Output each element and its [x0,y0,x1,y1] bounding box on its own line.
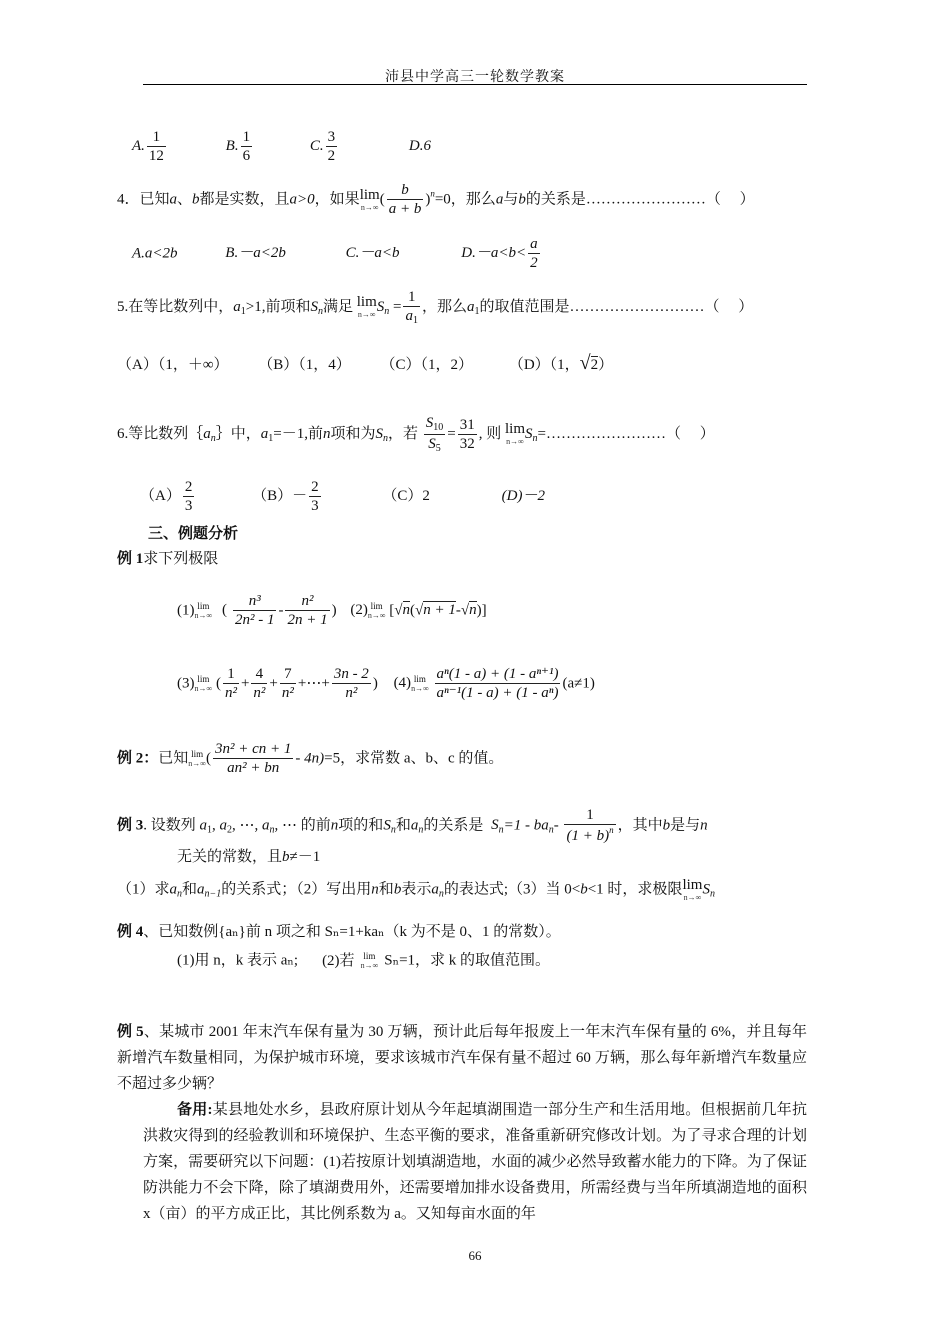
q3-option-a: A. $\frac{1}{12}$ [132,129,164,164]
example-1-part-3-4: (3) lim n→∞ ( $\frac{1}{\text{n²}}$ + $\frac{4}{\text{n²}}$ + $\frac{7}{\text{n²}}$ +⋯+ $\frac{3n - 2}{\text{n²}}$ ) (4) lim n→∞ $\frac{\text{aⁿ(1 - a) + (1 - aⁿ⁺¹)}}{\text{aⁿ⁻¹(1 - a) + (1 - aⁿ)}}$ (a≠1) [177,666,595,701]
backup-problem: 备用:某县地处水乡，县政府原计划从今年起填湖围造一部分生产和生活用地。但根据前几年抗洪救灾得到的经验教训和环境保护、生态平衡的要求，准备重新研究修改计划。为了寻求合理的计划方案，需要研究以下问题：(1)若按原计划填湖造地，水面的减少必然导致蓄水能力的下降。为了保证防洪能力不会下降，除了填湖费用外，还需要增加排水设备费用，所需经费与当年所填湖造地的面积 x（亩）的平方成正比，其比例系数为 a。又知每亩水面的年 [143,1102,807,1222]
q6-option-c: （C）2 [382,488,430,505]
limit-operator: lim n→∞ [505,421,526,447]
q5-stem: 5.在等比数列中，$a_1>1$,前项和$S_n$满足 lim n→∞ $S_n$ = $\frac{1}{a_1}$ ，那么$a_1$的取值范围是………………………（ ） [117,289,754,326]
example-3-line-2: 无关的常数，且b≠－1 [177,849,321,865]
page-header: 沛县中学高三一轮数学教案 [385,70,565,85]
example-3-questions: （1）求$a_n$和$a_{n-1}$的关系式；（2）写出用n和b表示$a_n$的表达式;（3）当 0<b<1 时，求极限 lim n→∞ $S_n$ [117,877,715,902]
q3-option-d: D.6 [408,138,431,155]
example-2: 例 2：已知 lim n→∞ ( $\frac{\text{3n² + cn + 1}}{\text{an² + bn}}$ - 4n)=5，求常数 a、b、c 的值。 [117,741,504,776]
q5-option-a: （A）（1，＋∞） [117,357,229,373]
q6-option-a: （A） $\frac{2}{3}$ [140,479,193,514]
q4-stem: 4．已知a、b都是实数，且a>0，如果 lim n→∞ ( $\frac{b}{a + b}$ )$^n$=0，那么a与b的关系是……………………（ ） [117,182,755,217]
q3-option-c: C. $\frac{3}{2}$ [309,129,336,164]
limit-operator: lim n→∞ [359,186,380,212]
q5-option-d: （D）（1，√2） [508,352,614,374]
example-5: 例 5、某城市 2001 年末汽车保有量为 30 万辆，预计此后每年报废上一年末汽车保有量的 6%，并且每年新增汽车数量相同，为保护城市环境，要求该城市汽车保有量不超过 60 万辆，那么每年新增汽车数量应不超过多少辆？ [117,1024,807,1092]
q3-options [132,128,431,166]
q3-option-b: B. $\frac{1}{6}$ [225,129,251,164]
q4-option-c: C.－a<b [345,245,400,262]
q5-options [117,353,613,373]
limit-operator: lim n→∞ [356,294,377,320]
q6-option-d: (D)－2 [501,488,545,505]
example-1-part-1-2: (1) lim n→∞ ( $\frac{\text{n³}}{\text{2n² - 1}}$ - $\frac{\text{n²}}{2n + 1}$ ) (2) lim n→∞ [√n(√n + 1-√n)] [177,593,487,628]
q5-option-b: （B）（1，4） [258,357,351,373]
q4-option-b: B.－a<2b [225,245,286,262]
q6-options [140,478,545,516]
header-rule [143,84,807,85]
q6-option-b: （B）－ $\frac{2}{3}$ [252,479,319,514]
q6-stem: 6.等比数列$\{a_n\}$中，$a_1=-1$,前n项和为$S_n$，若 $\frac{S_{10}}{S_5}$ = $\frac{31}{32}$ , 则 lim n→∞ $S_n=\dots\dots\dots\dots\dots\dots\dots\dots$（ ） [117,415,715,454]
q4-option-d: D.－a<b< $\frac{a}{2}$ [461,236,538,271]
example-4: 例 4、已知数例{aₙ}前 n 项之和 Sₙ=1+kaₙ（k 为不是 0、1 的常数）。 [117,924,561,940]
page-number: 66 [468,1248,482,1263]
example-4-parts: (1)用 n，k 表示 aₙ; (2)若 lim n→∞ Sₙ=1，求 k 的取值范围。 [177,951,551,970]
example-3: 例 3. 设数列 $a_1$, $a_2$, ⋯, $a_n$, ⋯ 的前n项的和$S_n$和$a_n$的关系是 $S_n=1 - ba_n-$ $\frac{1}{(1 + b)^n}$ ，其中b是与n [117,807,708,844]
section-heading: 三、例题分析 [148,526,239,542]
q4-option-a: A.a<2b [132,245,178,262]
q4-options [132,235,542,273]
example-1-heading: 例 1求下列极限 [117,551,219,567]
q5-option-c: （C）（1，2） [380,357,474,373]
